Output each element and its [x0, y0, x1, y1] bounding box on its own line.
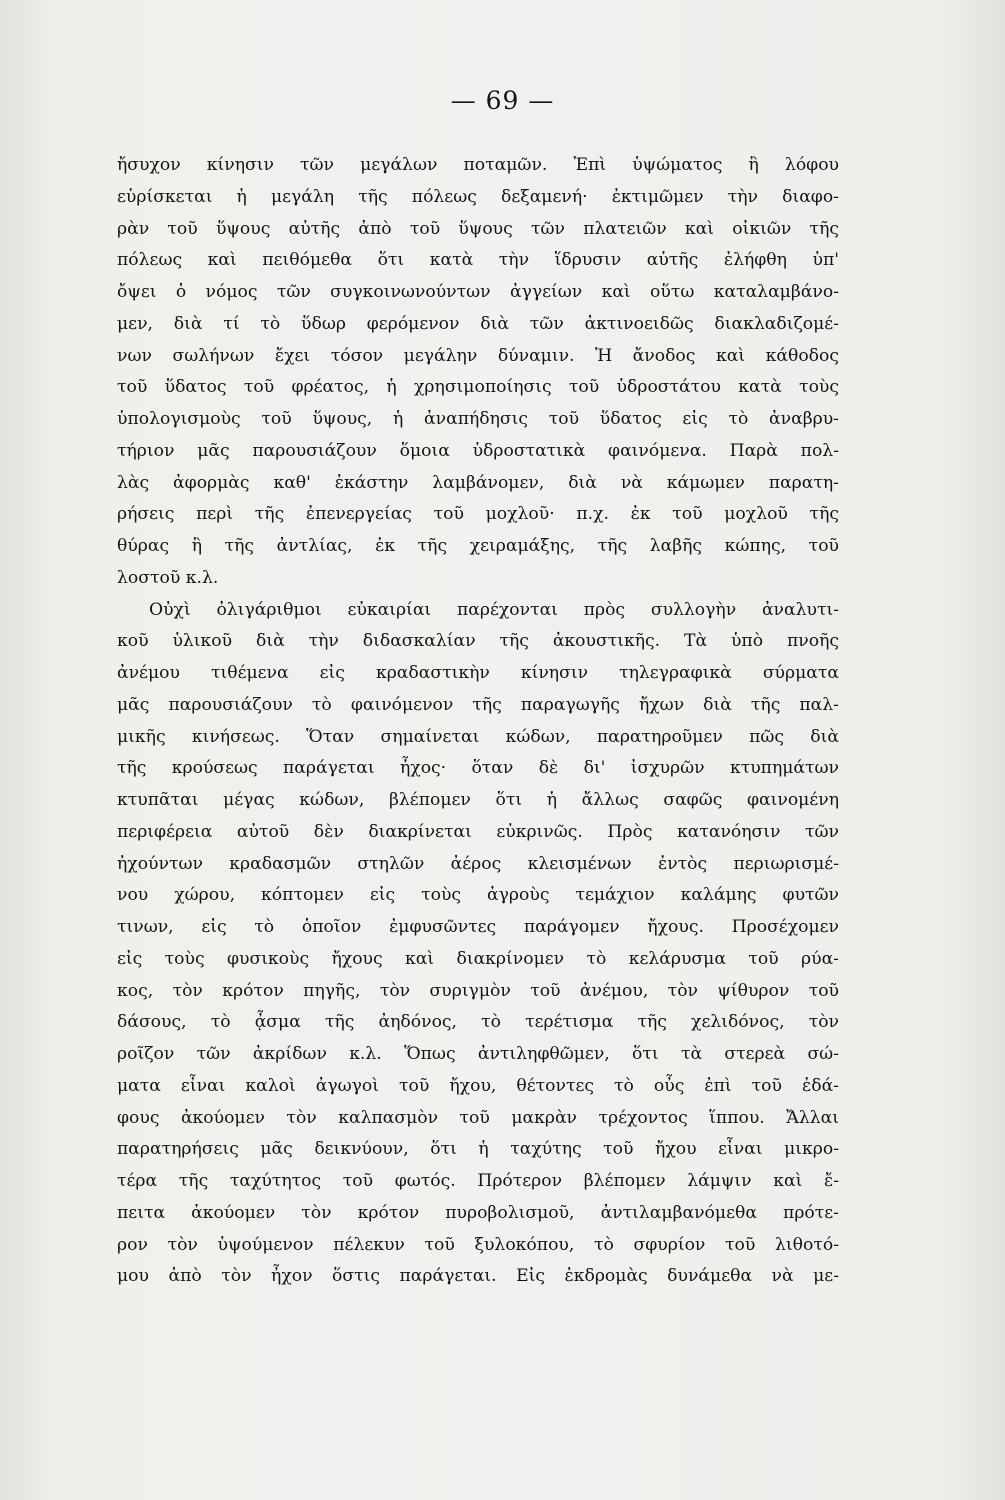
text-line: νων σωλήνων ἔχει τόσον μεγάλην δύναμιν. Ἡ ἄνοδος καὶ κάθοδος — [117, 345, 839, 366]
text-line: θύρας ἢ τῆς ἀντλίας, ἐκ τῆς χειραμάξης, τῆς λαβῆς κώπης, τοῦ — [117, 536, 839, 556]
text-line: εὑρίσκεται ἡ μεγάλη τῆς πόλεως δεξαμενή· ἐκτιμῶμεν τὴν διαφο- — [117, 186, 839, 207]
text-line: πειτα ἀκούομεν τὸν κρότον πυροβολισμοῦ, ἀντιλαμβανόμεθα πρότε- — [117, 1202, 839, 1223]
text-line: τήριον μᾶς παρουσιάζουν ὅμοια ὑδροστατικὰ φαινόμενα. Παρὰ πολ- — [117, 440, 839, 461]
text-line: ματα εἶναι καλοὶ ἀγωγοὶ τοῦ ἤχου, θέτοντες τὸ οὖς ἐπὶ τοῦ ἐδά- — [117, 1075, 839, 1096]
text-line: κοῦ ὑλικοῦ διὰ τὴν διδασκαλίαν τῆς ἀκουστικῆς. Τὰ ὑπὸ πνοῆς — [117, 631, 839, 652]
text-line: ρήσεις περὶ τῆς ἐπενεργείας τοῦ μοχλοῦ· π.χ. ἐκ τοῦ μοχλοῦ τῆς — [117, 504, 839, 525]
text-line: ὄψει ὁ νόμος τῶν συγκοινωνούντων ἀγγείων καὶ οὕτω καταλαμβάνο- — [117, 282, 839, 302]
text-line: κος, τὸν κρότον πηγῆς, τὸν συριγμὸν τοῦ ἀνέμου, τὸν ψίθυρον τοῦ — [117, 980, 839, 1001]
text-line: μᾶς παρουσιάζουν τὸ φαινόμενον τῆς παραγωγῆς ἤχων διὰ τῆς παλ- — [117, 694, 839, 715]
text-line: λὰς ἀφορμὰς καθ' ἑκάστην λαμβάνομεν, διὰ νὰ κάμωμεν παρατη- — [117, 472, 839, 493]
text-line: τινων, εἰς τὸ ὁποῖον ἐμφυσῶντες παράγομεν ἤχους. Προσέχομεν — [117, 917, 839, 937]
body-text — [117, 150, 839, 1293]
text-line: ροῖζον τῶν ἀκρίδων κ.λ. Ὅπως ἀντιληφθῶμεν, ὅτι τὰ στερεὰ σώ- — [117, 1044, 839, 1064]
text-line: μικῆς κινήσεως. Ὅταν σημαίνεται κώδων, παρατηροῦμεν πῶς διὰ — [117, 726, 839, 747]
text-line: δάσους, τὸ ᾆσμα τῆς ἀηδόνος, τὸ τερέτισμα τῆς χελιδόνος, τὸν — [117, 1012, 839, 1033]
text-line: φους ἀκούομεν τὸν καλπασμὸν τοῦ μακρὰν τρέχοντος ἵππου. Ἄλλαι — [117, 1107, 839, 1128]
text-line: μου ἀπὸ τὸν ἦχον ὅστις παράγεται. Εἰς ἐκδρομὰς δυνάμεθα νὰ με- — [117, 1266, 839, 1287]
text-line: τῆς κρούσεως παράγεται ἦχος· ὅταν δὲ δι' ἰσχυρῶν κτυπημάτων — [117, 758, 839, 779]
text-line: κτυπᾶται μέγας κώδων, βλέπομεν ὅτι ἡ ἄλλως σαφῶς φαινομένη — [117, 790, 839, 810]
text-line: νου χώρου, κόπτομεν εἰς τοὺς ἀγροὺς τεμάχιον καλάμης φυτῶν — [117, 885, 839, 906]
text-line: εἰς τοὺς φυσικοὺς ἤχους καὶ διακρίνομεν τὸ κελάρυσμα τοῦ ρύα- — [117, 948, 839, 969]
text-line: πόλεως καὶ πειθόμεθα ὅτι κατὰ τὴν ἵδρυσιν αὐτῆς ἐλήφθη ὑπ' — [117, 250, 839, 271]
text-line: ρὰν τοῦ ὕψους αὐτῆς ἀπὸ τοῦ ὕψους τῶν πλατειῶν καὶ οἰκιῶν τῆς — [117, 218, 839, 239]
text-line: ἀνέμου τιθέμενα εἰς κραδαστικὴν κίνησιν τηλεγραφικὰ σύρματα — [117, 663, 839, 683]
text-line: ὑπολογισμοὺς τοῦ ὕψους, ἡ ἀναπήδησις τοῦ ὕδατος εἰς τὸ ἀναβρυ- — [117, 409, 839, 429]
text-line: ρον τὸν ὑψούμενον πέλεκυν τοῦ ξυλοκόπου, τὸ σφυρίον τοῦ λιθοτό- — [117, 1234, 839, 1255]
text-line: ἠχούντων κραδασμῶν στηλῶν ἀέρος κλεισμένων ἐντὸς περιωρισμέ- — [117, 853, 839, 874]
paragraph-end-line: λοστοῦ κ.λ. — [117, 567, 219, 588]
text-line: τοῦ ὕδατος τοῦ φρέατος, ἡ χρησιμοποίησις τοῦ ὑδροστάτου κατὰ τοὺς — [117, 377, 839, 398]
text-line: παρατηρήσεις μᾶς δεικνύουν, ὅτι ἡ ταχύτης τοῦ ἤχου εἶναι μικρο- — [117, 1139, 839, 1160]
text-line: ἤσυχον κίνησιν τῶν μεγάλων ποταμῶν. Ἐπὶ ὑψώματος ἢ λόφου — [117, 155, 839, 175]
page-number: — 69 — — [450, 86, 555, 115]
text-line: μεν, διὰ τί τὸ ὕδωρ φερόμενον διὰ τῶν ἀκτινοειδῶς διακλαδιζομέ- — [117, 313, 839, 334]
text-line: τέρα τῆς ταχύτητος τοῦ φωτός. Πρότερον βλέπομεν λάμψιν καὶ ἔ- — [117, 1171, 839, 1191]
text-line: περιφέρεια αὐτοῦ δὲν διακρίνεται εὐκρινῶς. Πρὸς κατανόησιν τῶν — [117, 821, 839, 842]
paragraph-start-line: Οὐχὶ ὀλιγάριθμοι εὐκαιρίαι παρέχονται πρὸς συλλογὴν ἀναλυτι- — [149, 599, 839, 620]
